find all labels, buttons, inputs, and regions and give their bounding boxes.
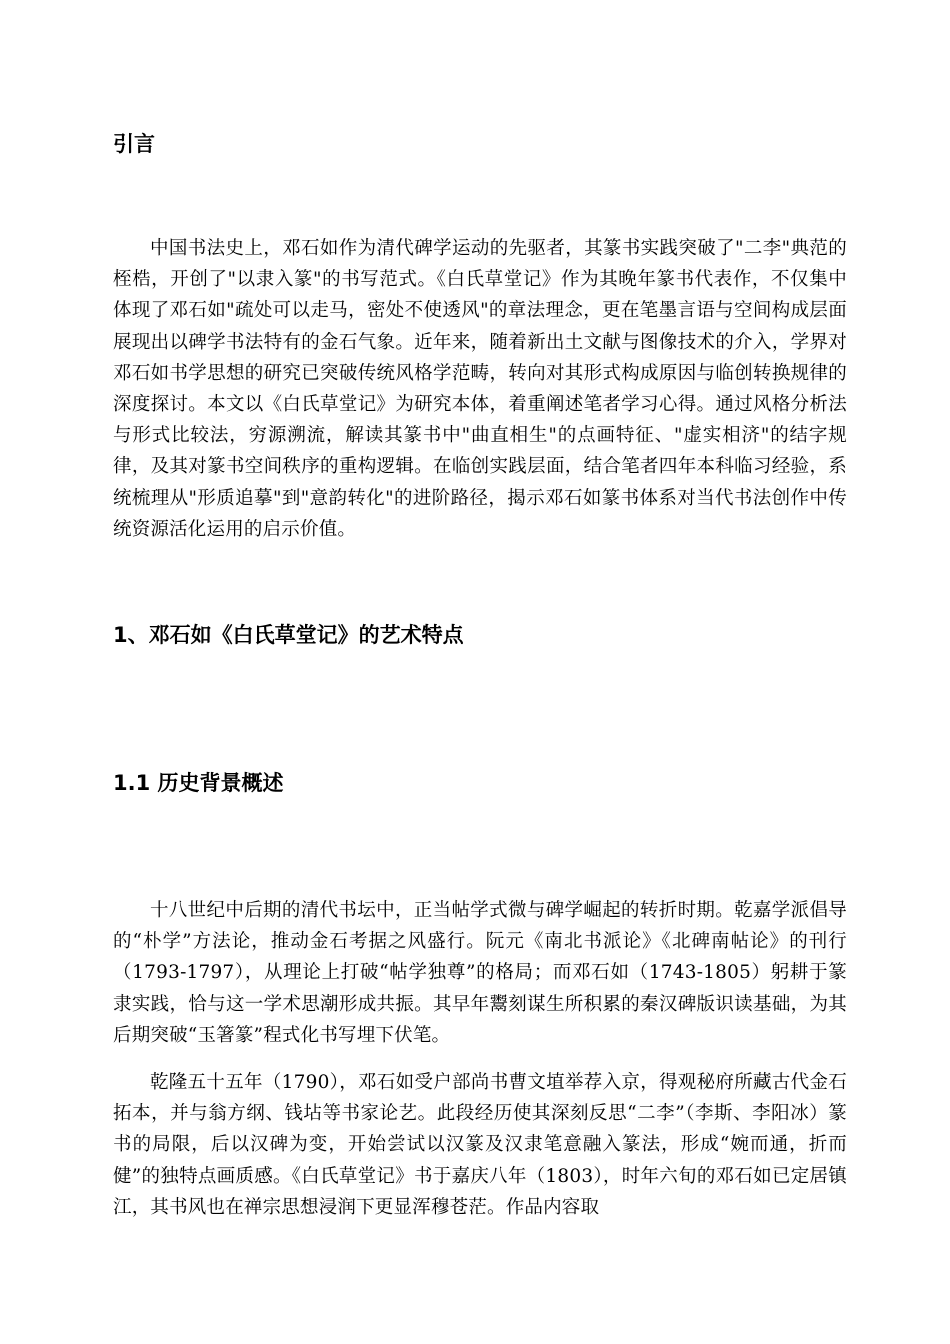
introduction-heading: 引言 — [113, 132, 155, 156]
introduction-paragraph: 中国书法史上，邓石如作为清代碑学运动的先驱者，其篆书实践突破了"二李"典范的桎梏，开创了"以隶入篆"的书写范式。《白氏草堂记》作为其晚年篆书代表作，不仅集中体现了邓石如"疏处可以走马，密处不使透风"的章法理念，更在笔墨言语与空间构成层面展现出以碑学书法特有的金石气象。近年来，随着新出土文献与图像技术的介入，学界对邓石如书学思想的研究已突破传统风格学范畴，转向对其形式构成原因与临创转换规律的深度探讨。本文以《白氏草堂记》为研究本体，着重阐述笔者学习心得。通过风格分析法与形式比较法，穷源溯流，解读其篆书中"曲直相生"的点画特征、"虚实相济"的结字规律，及其对篆书空间秩序的重构逻辑。在临创实践层面，结合笔者四年本科临习经验，系统梳理从"形质追摹"到"意韵转化"的进阶路径，揭示邓石如篆书体系对当代书法创作中传统资源活化运用的启示价值。 — [113, 238, 847, 540]
section-1-1-heading: 1.1 历史背景概述 — [113, 771, 284, 795]
section-1-1-paragraph-2: 乾隆五十五年（1790），邓石如受户部尚书曹文埴举荐入京，得观秘府所藏古代金石拓本，并与翁方纲、钱坫等书家论艺。此段经历使其深刻反思“二李”（李斯、李阳冰）篆书的局限，后以汉碑为变，开始尝试以汉篆及汉隶笔意融入篆法，形成“婉而通，折而健”的独特点画质感。《白氏草堂记》书于嘉庆八年（1803），时年六旬的邓石如已定居镇江，其书风也在禅宗思想浸润下更显浑穆苍茫。作品内容取 — [113, 1072, 847, 1218]
section-1-heading: 1、邓石如《白氏草堂记》的艺术特点 — [113, 623, 464, 647]
section-1-1-paragraph-1: 十八世纪中后期的清代书坛中，正当帖学式微与碑学崛起的转折时期。乾嘉学派倡导的“朴学”方法论，推动金石考据之风盛行。阮元《南北书派论》《北碑南帖论》的刊行（1793-1797），从理论上打破“帖学独尊”的格局；而邓石如（1743-1805）躬耕于篆隶实践，恰与这一学术思潮形成共振。其早年鬻刻谋生所积累的秦汉碑版识读基础，为其后期突破“玉箸篆”程式化书写埋下伏笔。 — [113, 900, 847, 1046]
